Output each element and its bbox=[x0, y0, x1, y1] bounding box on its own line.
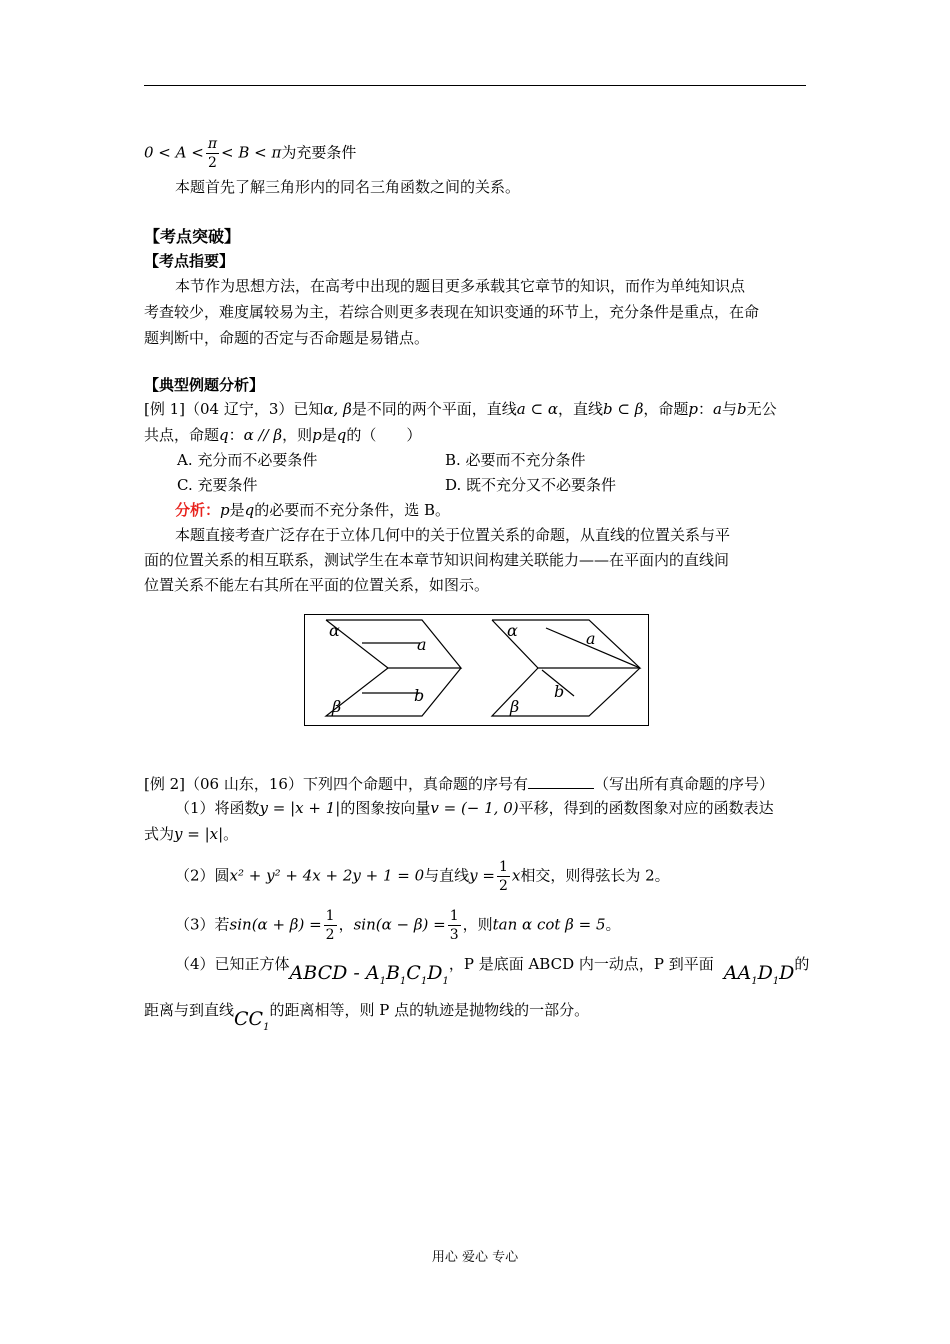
example2-head: [例 2]（06 山东，16）下列四个命题中，真命题的序号有 （写出所有真命题的序号） bbox=[144, 775, 774, 793]
section-points: 【考点指要】 bbox=[144, 252, 235, 270]
label-a-left: a bbox=[417, 635, 427, 654]
example1-analysis: 分析：p是q的必要而不充分条件，选 B。 bbox=[175, 501, 451, 519]
option-d: D. 既不充分又不必要条件 bbox=[445, 476, 617, 494]
section-examples: 【典型例题分析】 bbox=[144, 376, 265, 394]
points-paragraph-2: 考查较少，难度属较易为主，若综合则更多表现在知识变通的环节上，充分条件是重点，在命 bbox=[144, 303, 760, 321]
points-paragraph-1: 本节作为思想方法，在高考中出现的题目更多承载其它章节的知识，而作为单纯知识点 bbox=[175, 277, 746, 295]
intro-note: 本题首先了解三角形内的同名三角函数之间的关系。 bbox=[175, 178, 521, 196]
example1-line1: [例 1]（04 辽宁，3）已知α, β是不同的两个平面，直线a ⊂ α，直线b ⊂ β，命题p：a与b无公 bbox=[144, 400, 777, 418]
label-alpha-left: α bbox=[329, 621, 340, 640]
label-alpha-right: α bbox=[507, 621, 518, 640]
example2-item3: （3）若sin(α + β) = $\frac{1}{2}$ ，sin(α − β) = $\frac{1}{3}$ ，则tan α cot β = 5。 bbox=[175, 908, 621, 943]
example2-item1-line1: （1）将函数y = |x + 1|的图象按向量v = (− 1, 0)平移，得到的函数图象对应的函数表达 bbox=[175, 799, 774, 817]
answer-blank[interactable] bbox=[528, 774, 594, 789]
planes-figure bbox=[304, 614, 649, 726]
label-b-right: b bbox=[554, 682, 565, 701]
option-c: C. 充要条件 bbox=[177, 476, 258, 494]
example2-item4-line1: （4）已知正方体ABCD - $A_1B_1C_1D_1$，P 是底面 ABCD 内一动点，P 到平面 $AA_1D_1D$的 bbox=[175, 955, 810, 987]
example1-para-2: 面的位置关系的相互联系，测试学生在本章节知识间构建关联能力——在平面内的直线间 bbox=[144, 551, 730, 569]
example1-para-1: 本题直接考查广泛存在于立体几何中的关于位置关系的命题，从直线的位置关系与平 bbox=[175, 526, 731, 544]
label-beta-left: β bbox=[332, 697, 342, 716]
page-footer: 用心 爱心 专心 bbox=[431, 1250, 519, 1265]
points-paragraph-3: 题判断中，命题的否定与否命题是易错点。 bbox=[144, 329, 430, 347]
option-a: A. 充分而不必要条件 bbox=[177, 451, 318, 469]
label-beta-right: β bbox=[510, 697, 520, 716]
intro-suffix: 为充要条件 bbox=[281, 143, 357, 162]
analysis-label: 分析： bbox=[175, 501, 221, 519]
example2-item2: （2）圆x² + y² + 4x + 2y + 1 = 0与直线y = $\frac{1}{2}$ x相交，则得弦长为 2。 bbox=[175, 859, 670, 894]
option-b: B. 必要而不充分条件 bbox=[445, 451, 586, 469]
example2-item4-line2: 距离与到直线$CC_1$的距离相等，则 P 点的轨迹是抛物线的一部分。 bbox=[144, 1001, 590, 1033]
label-a-right: a bbox=[586, 629, 596, 648]
label-b-left: b bbox=[414, 686, 425, 705]
header-rule bbox=[144, 85, 806, 86]
example2-item1-line2: 式为y = |x|。 bbox=[144, 825, 239, 843]
example1-line2: 共点，命题q：α // β，则p是q的（ ） bbox=[144, 426, 422, 444]
intro-formula: 0 < A < $\frac{\pi}{2}$ < B < π为充要条件 bbox=[144, 136, 357, 171]
example1-para-3: 位置关系不能左右其所在平面的位置关系，如图示。 bbox=[144, 576, 490, 594]
section-breakthrough: 【考点突破】 bbox=[144, 227, 241, 246]
figure-left bbox=[326, 620, 461, 716]
